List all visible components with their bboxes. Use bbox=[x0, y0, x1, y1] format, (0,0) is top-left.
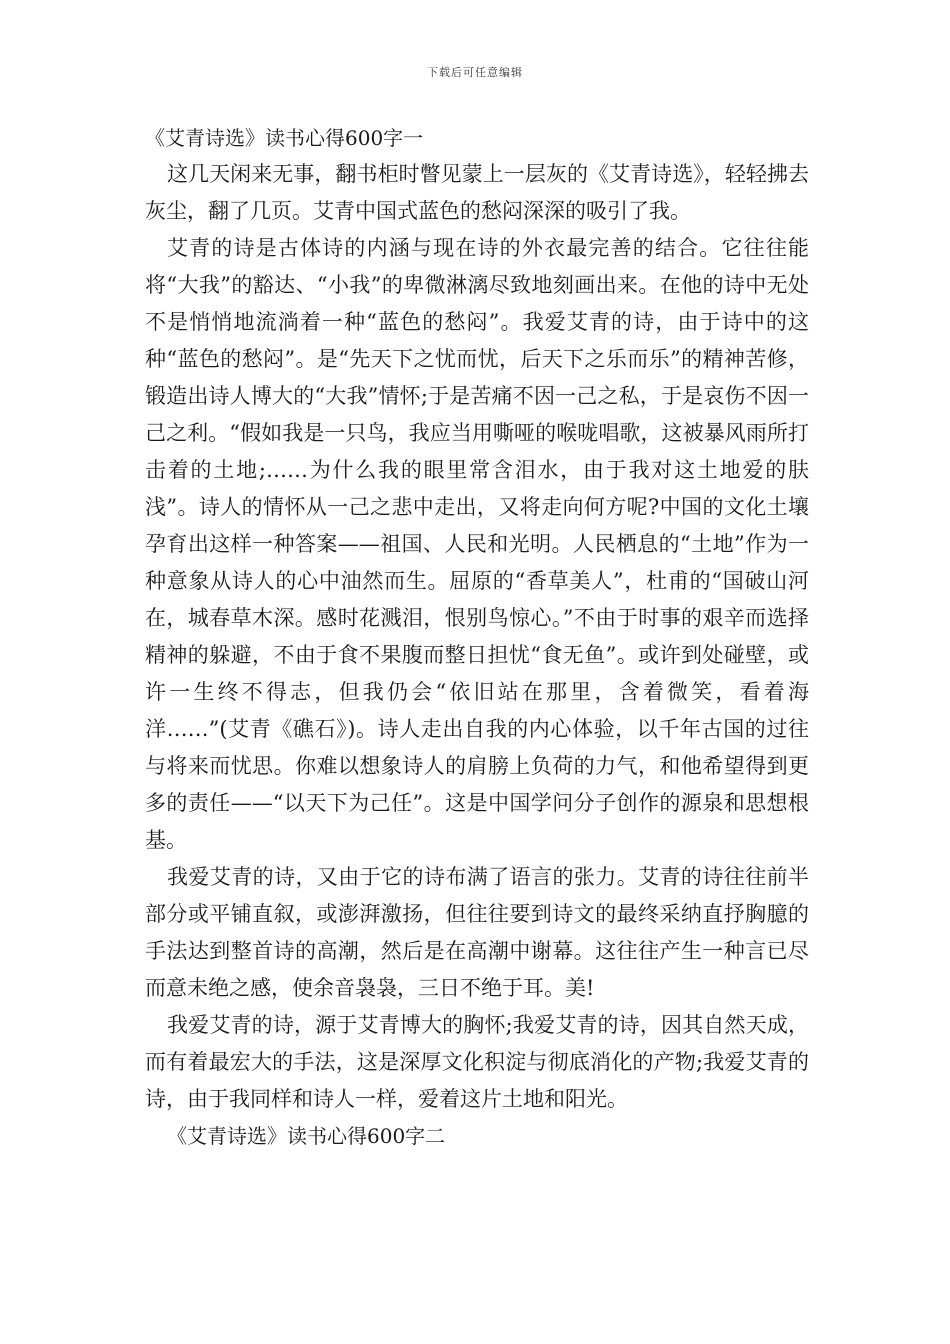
essay-title-1: 《艾青诗选》读书心得600字一 bbox=[145, 126, 424, 150]
paragraph: 我爱艾青的诗，源于艾青博大的胸怀;我爱艾青的诗，因其自然天成，而有着最宏大的手法，这是深厚文化积淀与彻底消化的产物;我爱艾青的诗，由于我同样和诗人一样，爱着这片土地和阳光。 bbox=[145, 1013, 809, 1111]
paragraph: 我爱艾青的诗，又由于它的诗布满了语言的张力。艾青的诗往往前半部分或平铺直叙，或澎湃激扬，但往往要到诗文的最终采纳直抒胸臆的手法达到整首诗的高潮，然后是在高潮中谢幕。这往往产生一种言已尽而意未绝之感，使余音袅袅，三日不绝于耳。美! bbox=[145, 865, 809, 1000]
header-note: 下载后可任意编辑 bbox=[427, 66, 523, 79]
document-body bbox=[145, 120, 809, 1154]
paragraph: 这几天闲来无事，翻书柜时瞥见蒙上一层灰的《艾青诗选》，轻轻拂去灰尘，翻了几页。艾青中国式蓝色的愁闷深深的吸引了我。 bbox=[145, 162, 809, 223]
paragraph: 艾青的诗是古体诗的内涵与现在诗的外衣最完善的结合。它往往能将“大我”的豁达、“小我”的卑微淋漓尽致地刻画出来。在他的诗中无处不是悄悄地流淌着一种“蓝色的愁闷”。我爱艾青的诗，由于诗中的这种“蓝色的愁闷”。是“先天下之忧而忧，后天下之乐而乐”的精神苦修，锻造出诗人博大的“大我”情怀;于是苦痛不因一己之私，于是哀伤不因一己之利。“假如我是一只鸟，我应当用嘶哑的喉咙唱歌，这被暴风雨所打击着的土地;……为什么我的眼里常含泪水，由于我对这土地爱的肤浅”。诗人的情怀从一己之悲中走出，又将走向何方呢?中国的文化土壤孕育出这样一种答案——祖国、人民和光明。人民栖息的“土地”作为一种意象从诗人的心中油然而生。屈原的“香草美人”，杜甫的“国破山河在，城春草木深。感时花溅泪，恨别鸟惊心。”不由于时事的艰辛而选择精神的躲避，不由于食不果腹而整日担忧“食无鱼”。或许到处碰壁，或许一生终不得志，但我仍会“依旧站在那里，含着微笑，看着海洋……”(艾青《礁石》)。诗人走出自我的内心体验，以千年古国的过往与将来而忧思。你难以想象诗人的肩膀上负荷的力气，和他希望得到更多的责任——“以天下为己任”。这是中国学问分子创作的源泉和思想根基。 bbox=[145, 236, 809, 852]
essay-title-2: 《艾青诗选》读书心得600字二 bbox=[167, 1124, 446, 1148]
